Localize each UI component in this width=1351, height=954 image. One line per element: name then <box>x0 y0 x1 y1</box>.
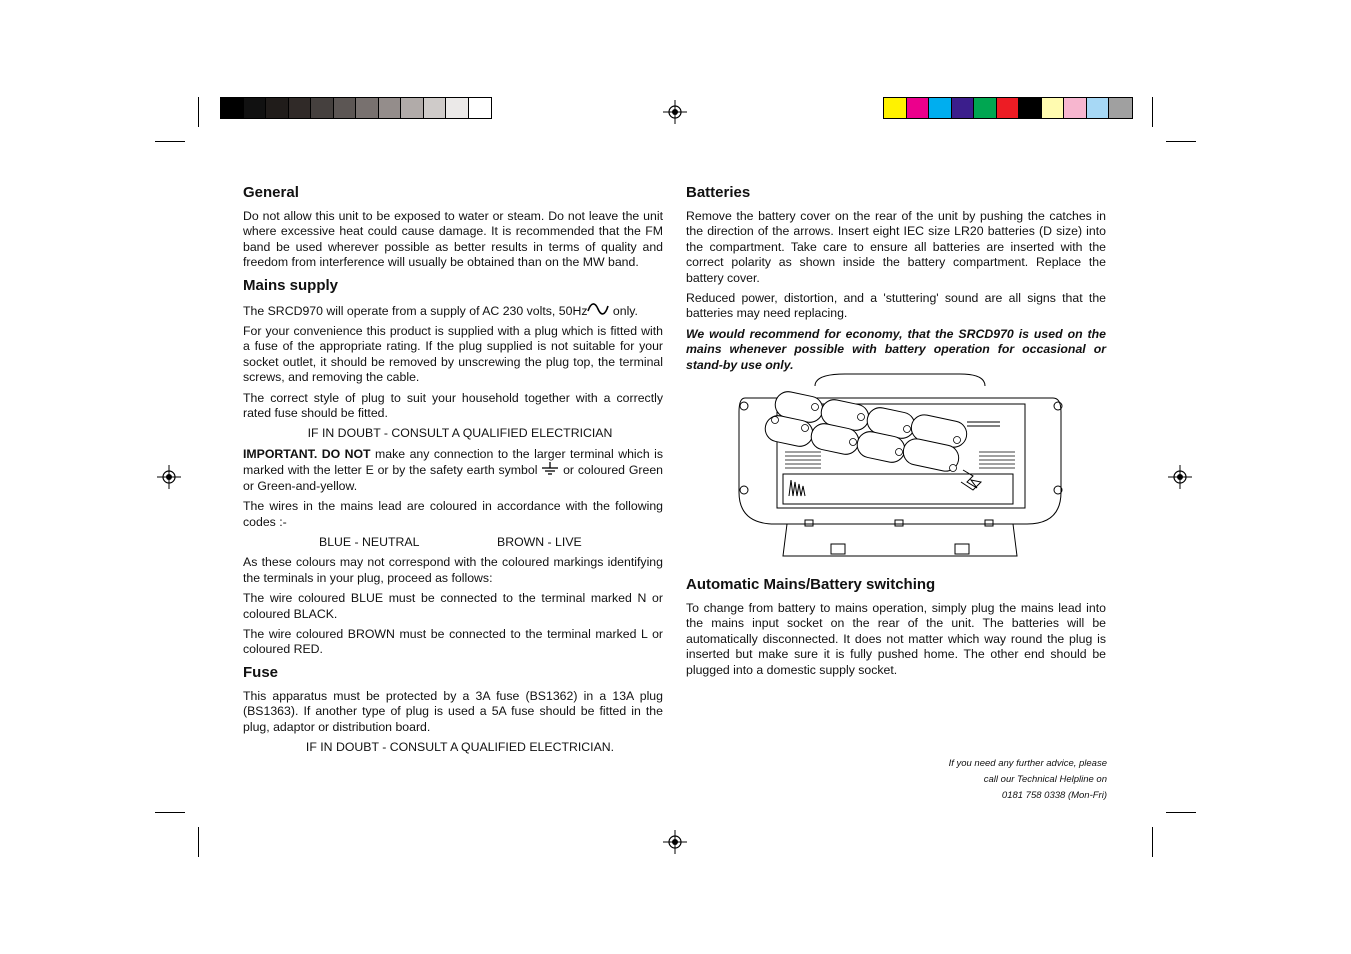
color-swatch <box>401 98 424 118</box>
helpline-note: If you need any further advice, please call our Technical Helpline on 0181 758 0338 (Mon-Fri) <box>948 758 1107 801</box>
general-paragraph: Do not allow this unit to be exposed to water or steam. Do not leave the unit where excessive heat could cause damage. It is recommended that the FM band be used wherever possible as better results in terms of quality and freedom from interference will usually be obtained than on the MW band. <box>243 209 663 270</box>
colours-paragraph: As these colours may not correspond with the coloured markings identifying the terminals in your plug, proceed as follows: <box>243 555 663 585</box>
color-swatch <box>221 98 244 118</box>
brown-wire-paragraph: The wire coloured BROWN must be connected to the terminal marked L or coloured RED. <box>243 626 663 657</box>
crop-mark <box>1166 141 1196 142</box>
color-swatch <box>1042 98 1065 118</box>
color-swatch <box>379 98 402 118</box>
color-swatch <box>356 98 379 118</box>
crop-mark <box>198 827 199 857</box>
heading-mains-supply: Mains supply <box>243 276 339 294</box>
color-swatch <box>1064 98 1087 118</box>
registration-mark-icon <box>663 830 687 854</box>
crop-mark <box>1152 827 1153 857</box>
color-swatch <box>997 98 1020 118</box>
color-swatch <box>266 98 289 118</box>
heading-fuse: Fuse <box>243 663 279 681</box>
color-swatch <box>884 98 907 118</box>
doubt-notice: IF IN DOUBT - CONSULT A QUALIFIED ELECTRICIAN <box>307 426 613 441</box>
color-swatch <box>244 98 267 118</box>
crop-mark <box>1166 812 1196 813</box>
auto-switching-paragraph: To change from battery to mains operation, simply plug the mains lead into the mains input socket on the rear of the unit. The batteries will be automatically disconnected. It does not matter which way round the plug is inserted but make sure it is fully pushed home. The other end should be plugged into a domestic supply socket. <box>686 601 1106 677</box>
right-column-lower <box>686 575 1106 683</box>
wire-codes <box>243 535 663 550</box>
batteries-paragraph: Remove the battery cover on the rear of the unit by pushing the catches in the direction of the arrows. Insert eight IEC size LR20 batteries (D size) into the compartment. Take care to ensure all batteries are inserted with the correct polarity as shown inside the battery compartment. Replace the battery cover. <box>686 209 1106 285</box>
color-swatch <box>446 98 469 118</box>
registration-mark-icon <box>157 465 181 489</box>
fuse-paragraph: This apparatus must be protected by a 3A fuse (BS1362) in a 13A plug (BS1363). If another type of plug is used a 5A fuse should be fitted in the plug, adaptor or distribution board. <box>243 688 663 734</box>
wires-paragraph: The wires in the mains lead are coloured in accordance with the following codes :- <box>243 499 663 529</box>
color-swatch <box>311 98 334 118</box>
color-bar <box>883 97 1133 119</box>
heading-general: General <box>243 184 299 201</box>
color-swatch <box>907 98 930 118</box>
left-column <box>243 183 663 760</box>
color-swatch <box>929 98 952 118</box>
ac-sine-icon <box>587 302 609 316</box>
brown-live: BROWN - LIVE <box>497 534 582 549</box>
economy-paragraph: We would recommend for economy, that the SRCD970 is used on the mains whenever possible with battery operation for occasional or stand-by use only. <box>686 326 1106 372</box>
crop-mark <box>155 812 185 813</box>
crop-mark <box>1152 97 1153 127</box>
color-swatch <box>469 98 492 118</box>
power-paragraph: Reduced power, distortion, and a 'stuttering' sound are all signs that the batteries may need replacing. <box>686 291 1106 321</box>
color-swatch <box>974 98 997 118</box>
blue-neutral: BLUE - NEUTRAL <box>319 534 420 549</box>
color-swatch <box>289 98 312 118</box>
color-swatch <box>952 98 975 118</box>
grayscale-bar <box>220 97 492 119</box>
crop-mark <box>155 141 185 142</box>
plug-style-paragraph: The correct style of plug to suit your household together with a correctly rated fuse should be fitted. <box>243 390 663 421</box>
right-column <box>686 183 1106 378</box>
registration-mark-icon <box>663 100 687 124</box>
mains-supply-paragraph: The SRCD970 will operate from a supply of AC 230 volts, 50Hz only. <box>243 303 638 318</box>
earth-symbol-icon <box>541 462 559 476</box>
plug-paragraph: For your convenience this product is supplied with a plug which is fitted with a fuse of the appropriate rating. If the plug supplied is not suitable for your socket outlet, it should be removed by unscrewing the plug top, the terminal screws, and removing the cable. <box>243 324 663 385</box>
color-swatch <box>1087 98 1110 118</box>
registration-mark-icon <box>1168 465 1192 489</box>
color-swatch <box>334 98 357 118</box>
fuse-doubt-notice: IF IN DOUBT - CONSULT A QUALIFIED ELECTRICIAN. <box>305 739 615 754</box>
crop-mark <box>198 97 199 127</box>
heading-batteries: Batteries <box>686 184 751 201</box>
color-swatch <box>1019 98 1042 118</box>
heading-auto-switching: Automatic Mains/Battery switching <box>686 576 936 593</box>
color-swatch <box>1109 98 1132 118</box>
important-paragraph: IMPORTANT. DO NOT make any connection to the larger terminal which is marked with the letter E or by the safety earth symbol or coloured Green or Green-and-yellow. <box>243 446 664 493</box>
blue-wire-paragraph: The wire coloured BLUE must be connected to the terminal marked N or coloured BLACK. <box>243 591 663 621</box>
battery-compartment-illustration <box>735 372 1067 560</box>
color-swatch <box>424 98 447 118</box>
